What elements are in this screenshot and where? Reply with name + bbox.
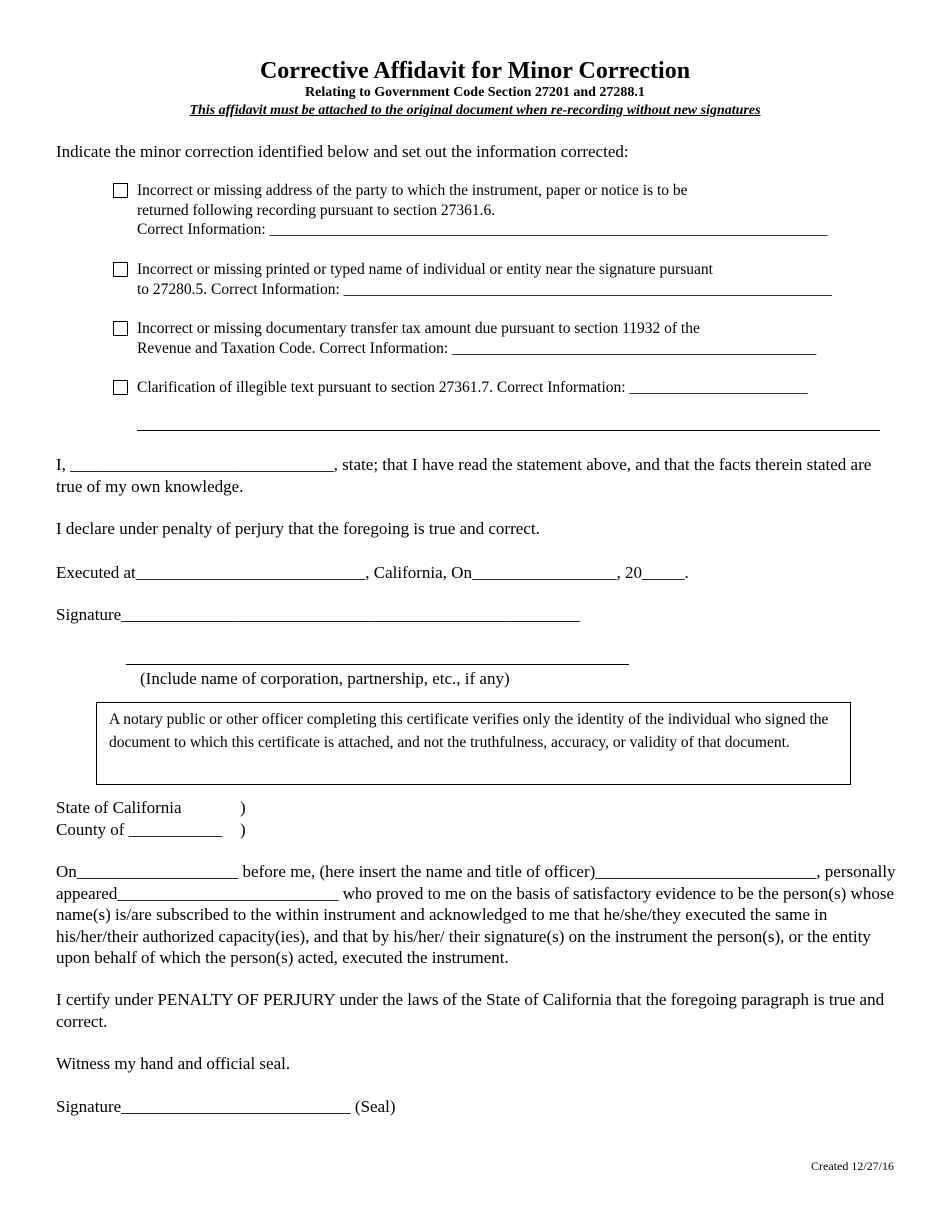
perjury-declaration: I declare under penalty of perjury that the foregoing is true and correct. [56,519,540,538]
witness-statement: Witness my hand and official seal. [56,1054,291,1073]
address-checkbox[interactable] [113,183,128,198]
transfer-tax-checkbox[interactable] [113,321,128,336]
option-text-line: Incorrect or missing address of the party to which the instrument, paper or notice is to be [137,182,688,199]
correction-option-address [113,181,828,240]
venue-bracket: ) [240,798,246,817]
attachment-notice: This affidavit must be attached to the original document when re-recording without new signatures [189,103,761,118]
correction-option-name [113,260,832,299]
corporation-name-line[interactable] [126,664,629,665]
correct-information-field[interactable]: Revenue and Taxation Code. Correct Information: _______________________________________________ [137,339,817,357]
correction-option-illegible-text [113,378,808,398]
created-date: Created 12/27/16 [811,1159,894,1173]
venue-state: State of California [56,798,182,817]
correction-option-transfer-tax [113,319,816,358]
affiant-statement: I, _______________________________, state; that I have read the statement above, and that the facts therein stated are true of my own knowledge. [56,455,872,496]
acknowledgment-paragraph: On___________________ before me, (here insert the name and title of officer)__________________________, personally appeared__________________________ who proved to me on the basis of satisfactory evidence to be the person(s) whose name(s) is/are subscribed to the within instrument and acknowledged to me that he/she/they executed the same in his/her/their authorized capacity(ies), and that by his/her/ their signature(s) on the instrument the person(s), or the entity upon behalf of which the person(s) acted, executed the instrument. [56,862,896,967]
corporation-caption: (Include name of corporation, partnership, etc., if any) [140,669,510,688]
correct-information-field[interactable]: Clarification of illegible text pursuant to section 27361.7. Correct Information: _______________________ [137,379,808,396]
venue-bracket: ) [240,820,246,839]
correct-information-field[interactable]: Correct Information: ________________________________________________________________________ [137,221,828,238]
signature-line[interactable]: Signature______________________________________________________ [56,605,581,624]
name-checkbox[interactable] [113,262,128,277]
notary-signature-line[interactable]: Signature___________________________ (Seal) [56,1097,396,1116]
notary-notice-box: A notary public or other officer completing this certificate verifies only the identity of the individual who signed the document to which this certificate is attached, and not the truthfulness, accuracy, or validity of that document. [96,702,851,785]
executed-at-line[interactable]: Executed at___________________________, California, On_________________, 20_____. [56,563,689,582]
page-title: Corrective Affidavit for Minor Correction [259,58,691,84]
venue-county[interactable]: County of ___________ [56,820,223,839]
intro-text: Indicate the minor correction identified below and set out the information corrected: [56,142,629,161]
certification-paragraph: I certify under PENALTY OF PERJURY under the laws of the State of California that the foregoing paragraph is true and correct. [56,990,885,1031]
additional-information-line[interactable] [137,430,880,431]
correct-information-field[interactable]: to 27280.5. Correct Information: _______________________________________________________________ [137,280,832,298]
page-subtitle: Relating to Government Code Section 27201 and 27288.1 [305,85,645,100]
option-text-line: Incorrect or missing documentary transfer tax amount due pursuant to section 11932 of the [137,320,700,337]
option-text-line: returned following recording pursuant to section 27361.6. [137,201,496,219]
illegible-text-checkbox[interactable] [113,380,128,395]
option-text-line: Incorrect or missing printed or typed name of individual or entity near the signature pursuant [137,261,713,278]
